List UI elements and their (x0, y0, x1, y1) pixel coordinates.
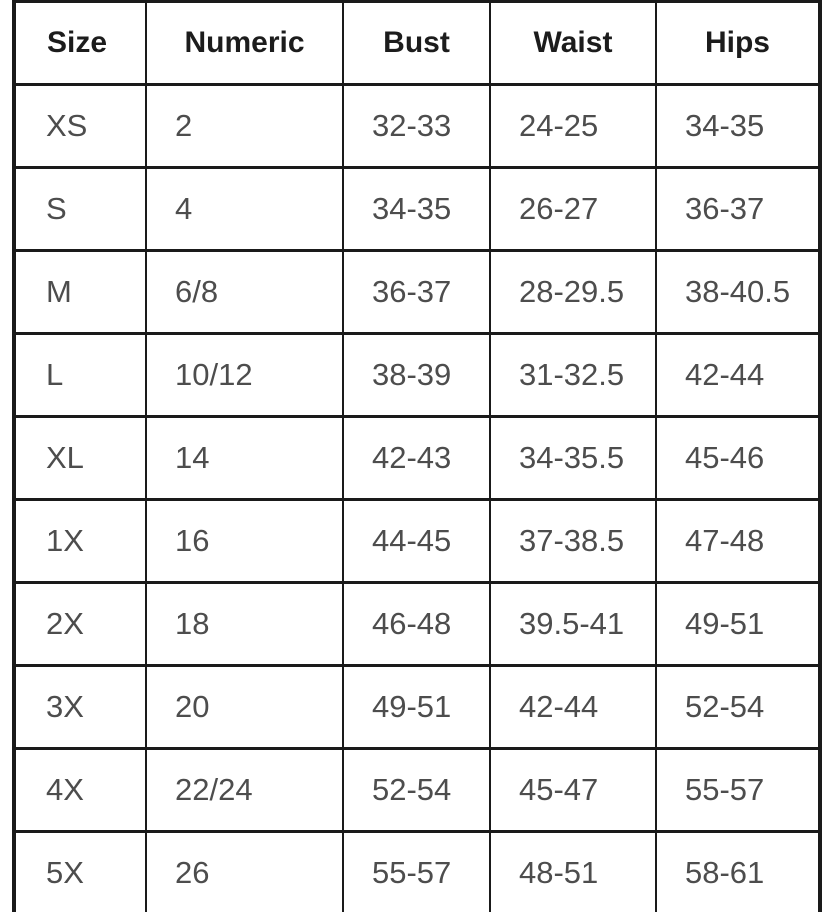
cell-size: XS (16, 85, 146, 168)
cell-waist: 48-51 (490, 832, 656, 912)
cell-bust: 38-39 (343, 334, 490, 417)
cell-bust: 49-51 (343, 666, 490, 749)
header-row (16, 3, 818, 85)
cell-size: 2X (16, 583, 146, 666)
table-row (16, 168, 818, 251)
header-waist: Waist (490, 3, 656, 85)
cell-numeric: 22/24 (146, 749, 343, 832)
cell-size: 4X (16, 749, 146, 832)
table-row (16, 666, 818, 749)
table-row (16, 417, 818, 500)
table-row (16, 749, 818, 832)
cell-hips: 42-44 (656, 334, 818, 417)
table-row (16, 583, 818, 666)
cell-hips: 47-48 (656, 500, 818, 583)
header-hips: Hips (656, 3, 818, 85)
cell-hips: 38-40.5 (656, 251, 818, 334)
size-chart (12, 0, 822, 912)
table-row (16, 832, 818, 912)
cell-numeric: 26 (146, 832, 343, 912)
cell-numeric: 14 (146, 417, 343, 500)
cell-hips: 45-46 (656, 417, 818, 500)
cell-waist: 42-44 (490, 666, 656, 749)
cell-bust: 55-57 (343, 832, 490, 912)
cell-waist: 26-27 (490, 168, 656, 251)
table-row (16, 251, 818, 334)
cell-waist: 24-25 (490, 85, 656, 168)
cell-bust: 32-33 (343, 85, 490, 168)
cell-bust: 44-45 (343, 500, 490, 583)
cell-size: 3X (16, 666, 146, 749)
cell-waist: 39.5-41 (490, 583, 656, 666)
table-row (16, 334, 818, 417)
cell-bust: 42-43 (343, 417, 490, 500)
cell-waist: 31-32.5 (490, 334, 656, 417)
cell-numeric: 16 (146, 500, 343, 583)
cell-bust: 36-37 (343, 251, 490, 334)
cell-hips: 36-37 (656, 168, 818, 251)
cell-hips: 34-35 (656, 85, 818, 168)
cell-numeric: 4 (146, 168, 343, 251)
cell-size: 1X (16, 500, 146, 583)
cell-hips: 55-57 (656, 749, 818, 832)
cell-numeric: 18 (146, 583, 343, 666)
cell-bust: 34-35 (343, 168, 490, 251)
header-numeric: Numeric (146, 3, 343, 85)
cell-size: M (16, 251, 146, 334)
cell-numeric: 2 (146, 85, 343, 168)
cell-waist: 37-38.5 (490, 500, 656, 583)
cell-size: XL (16, 417, 146, 500)
cell-size: 5X (16, 832, 146, 912)
cell-size: L (16, 334, 146, 417)
cell-numeric: 10/12 (146, 334, 343, 417)
header-bust: Bust (343, 3, 490, 85)
size-chart-table (16, 3, 818, 912)
cell-waist: 28-29.5 (490, 251, 656, 334)
cell-hips: 49-51 (656, 583, 818, 666)
cell-waist: 45-47 (490, 749, 656, 832)
cell-numeric: 20 (146, 666, 343, 749)
header-size: Size (16, 3, 146, 85)
cell-bust: 52-54 (343, 749, 490, 832)
table-row (16, 85, 818, 168)
cell-numeric: 6/8 (146, 251, 343, 334)
cell-waist: 34-35.5 (490, 417, 656, 500)
cell-bust: 46-48 (343, 583, 490, 666)
cell-hips: 58-61 (656, 832, 818, 912)
cell-size: S (16, 168, 146, 251)
table-row (16, 500, 818, 583)
cell-hips: 52-54 (656, 666, 818, 749)
